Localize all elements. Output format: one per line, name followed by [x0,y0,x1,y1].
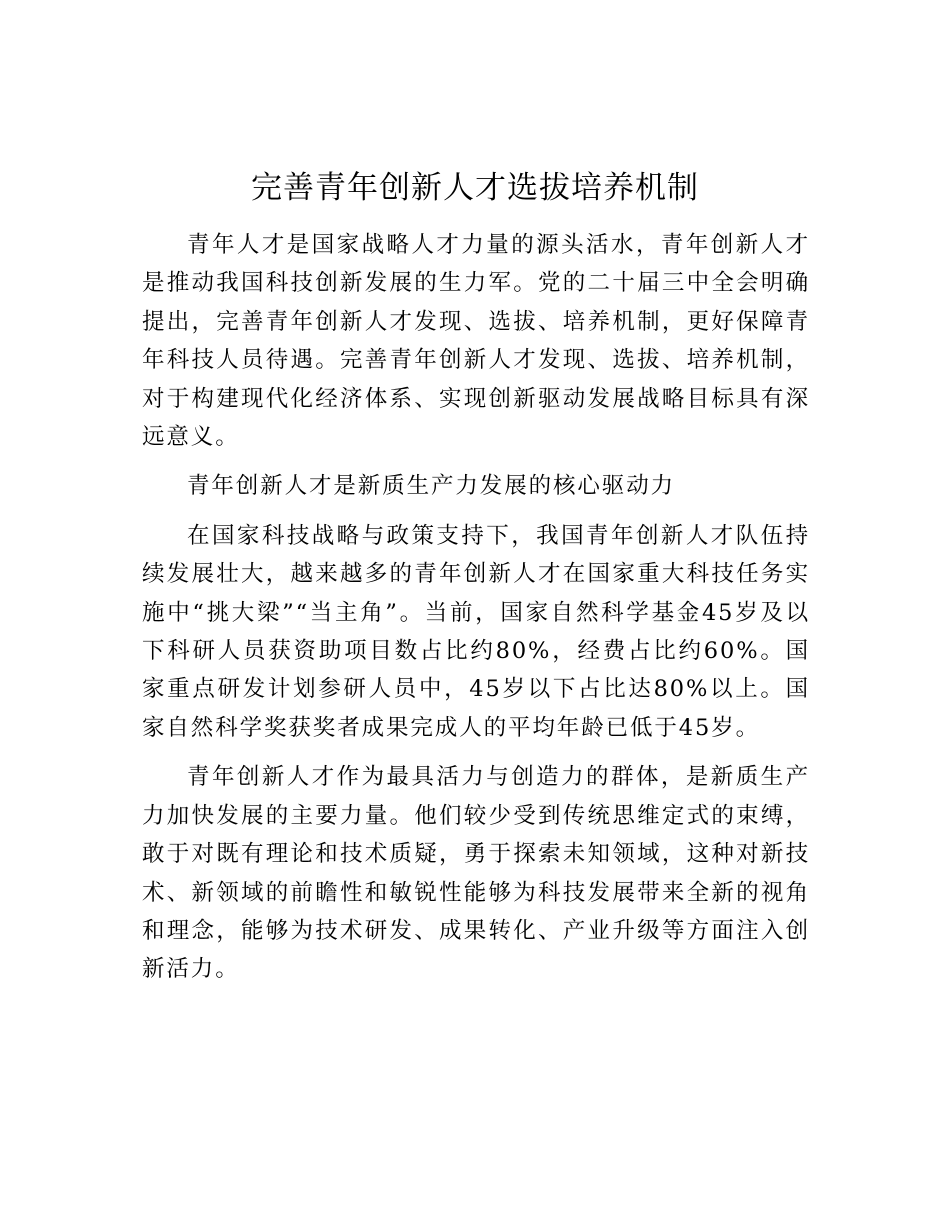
paragraph-role: 青年创新人才作为最具活力与创造力的群体，是新质生产力加快发展的主要力量。他们较少受到传统思维定式的束缚，敢于对既有理论和技术质疑，勇于探索未知领域，这种对新技术、新领域的前瞻性和敏锐性能够为科技发展带来全新的视角和理念，能够为技术研发、成果转化、产业升级等方面注入创新活力。 [142,764,810,983]
document-title: 完善青年创新人才选拔培养机制 [251,170,699,206]
document-body [142,226,810,1000]
paragraph-statistics: 在国家科技战略与政策支持下，我国青年创新人才队伍持续发展壮大，越来越多的青年创新人才在国家重大科技任务实施中“挑大梁”“当主角”。当前，国家自然科学基金45岁及以下科研人员获资助项目数占比约80%，经费占比约60%。国家重点研发计划参研人员中，45岁以下占比达80%以上。国家自然科学奖获奖者成果完成人的平均年龄已低于45岁。 [142,522,810,741]
paragraph-intro: 青年人才是国家战略人才力量的源头活水，青年创新人才是推动我国科技创新发展的生力军。党的二十届三中全会明确提出，完善青年创新人才发现、选拔、培养机制，更好保障青年科技人员待遇。完善青年创新人才发现、选拔、培养机制，对于构建现代化经济体系、实现创新驱动发展战略目标具有深远意义。 [142,232,810,451]
section-heading: 青年创新人才是新质生产力发展的核心驱动力 [187,473,676,500]
